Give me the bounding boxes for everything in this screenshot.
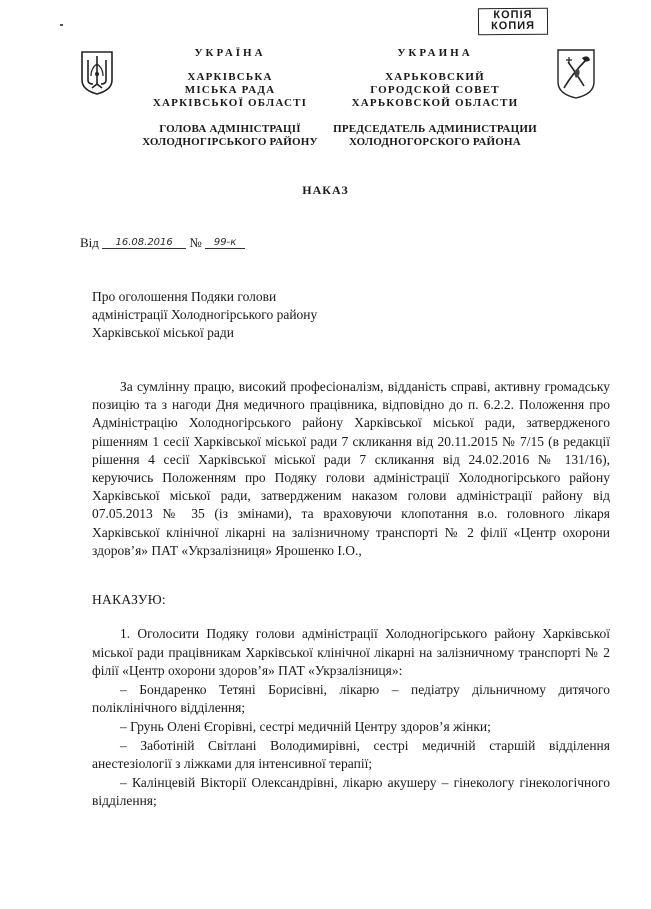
handwritten-number: 99-к	[205, 237, 245, 249]
order-word: НАКАЗУЮ:	[92, 592, 166, 607]
copy-stamp	[478, 8, 548, 36]
preamble-paragraph: За сумлінну працю, високий професіоналізм, відданість справі, активну громадську позицію та з нагоди Дня медичного працівника, відповідно до п. 6.2.2. Положення про Адміністрацію Холодногірського району Харківської міської ради, затвердженого рішенням 1 сесії Харківської міської ради 7 скликання від 20.11.2015 № 7/15 (в редакції рішення 4 сесії Харківської міської ради 7 скликання від 24.02.2016 № 131/16), керуючись Положенням про Подяку голови адміністрації Холодногірського району Харківської міської ради, затвердженим наказом голови адміністрації району від 07.05.2013 № 35 (із змінами), та враховуючи клопотання в.о. головного лікаря Харківської клінічної лікарні на залізничному транспорті № 2 філії «Центр охорони здоров’я» ПАТ «Укрзалізниця» Ярошенко І.О.,	[92, 379, 610, 558]
subject-line: Харківської міської ради	[92, 325, 235, 340]
header-left-council-line: МІСЬКА РАДА	[184, 84, 276, 96]
subject-line: адміністрації Холодногірського району	[92, 307, 318, 322]
copy-stamp-line-2: КОПИЯ	[490, 19, 536, 33]
handwritten-date: 16.08.2016	[102, 237, 186, 249]
header-left-council-line: ХАРКІВСЬКОЇ ОБЛАСТІ	[152, 97, 308, 109]
header-right-office-line: ХОЛОДНОГОРСКОГО РАЙОНА	[349, 136, 521, 148]
dateline	[80, 235, 245, 251]
recipient-item: – Бондаренко Тетяні Борисівні, лікарю – педіатру дільничному дитячого поліклінічного відділення;	[92, 681, 610, 716]
header-left-office-line: ХОЛОДНОГІРСЬКОГО РАЙОНУ	[142, 136, 318, 148]
number-label: №	[189, 235, 202, 250]
header-left	[140, 47, 320, 149]
order-items	[92, 625, 610, 811]
header-right-office-line: ПРЕДСЕДАТЕЛЬ АДМИНИСТРАЦИИ	[333, 123, 537, 135]
date-label: Від	[80, 235, 99, 250]
header-right-council-line: ГОРОДСКОЙ СОВЕТ	[370, 84, 500, 96]
header-right-council-line: ХАРЬКОВСКИЙ	[385, 71, 485, 83]
order-item-1: 1. Оголосити Подяку голови адміністрації Холодногірського району Харківської міської ради працівникам Харківської клінічної лікарні на залізничному транспорті № 2 філії «Центр охорони здоров’я» ПАТ «Укрзалізниця»:	[92, 626, 610, 679]
document-title: НАКАЗ	[302, 183, 349, 197]
recipient-item: – Калінцевій Вікторії Олександрівні, лікарю акушеру – гінекологу гінекологічного відділення;	[92, 774, 610, 809]
kharkiv-coat-of-arms-icon	[556, 48, 596, 100]
preamble-block	[92, 378, 610, 560]
header-right-council-line: ХАРЬКОВСКОЙ ОБЛАСТИ	[351, 97, 519, 109]
recipient-item: – Заботіній Світлані Володимирівні, сестрі медичній старшій відділення анестезіології з ліжками для інтенсивної терапії;	[92, 737, 610, 772]
subject-line: Про оголошення Подяки голови	[92, 289, 277, 304]
header-right	[330, 47, 540, 149]
header-left-country: УКРАЇНА	[194, 47, 266, 59]
copy-stamp-line-1: КОПІЯ	[493, 8, 533, 22]
header-right-country: УКРАИНА	[397, 47, 473, 59]
scan-speck	[60, 24, 63, 26]
subject-block	[92, 288, 317, 342]
ukraine-coat-of-arms-icon	[80, 50, 114, 96]
recipient-item: – Грунь Олені Єгорівні, сестрі медичній Центру здоров’я жінки;	[120, 718, 491, 734]
header-left-office-line: ГОЛОВА АДМІНІСТРАЦІЇ	[159, 123, 301, 135]
header-left-council-line: ХАРКІВСЬКА	[187, 71, 273, 83]
